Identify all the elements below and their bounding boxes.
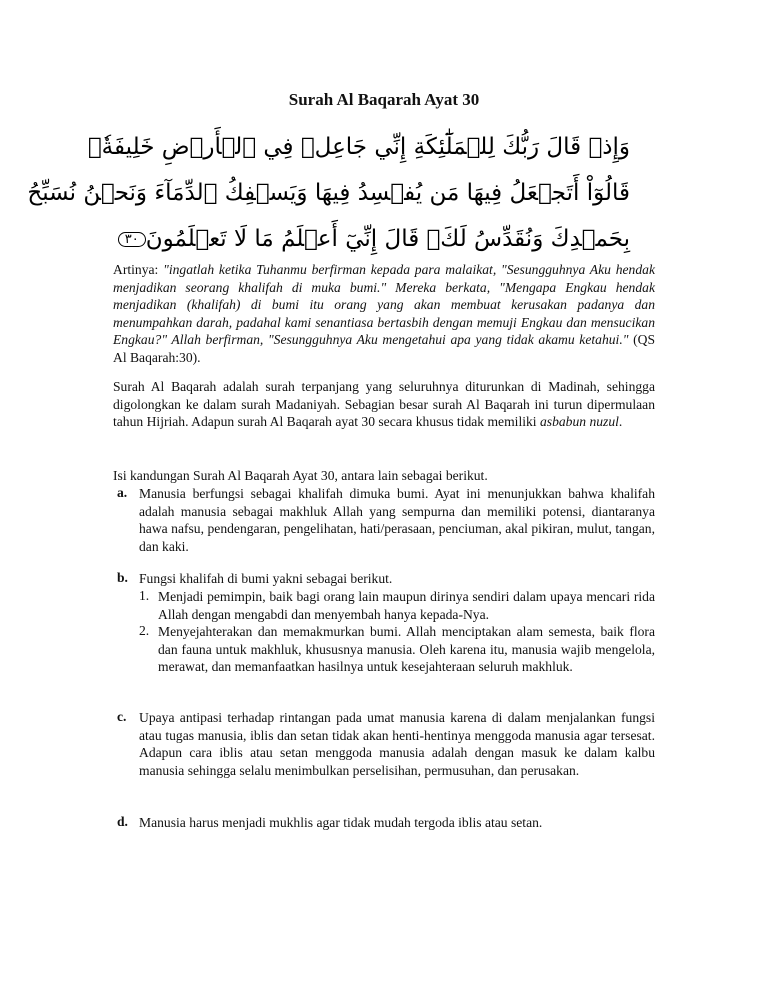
arabic-verse-line-3-text: بِحَمۡدِكَ وَنُقَدِّسُ لَكَۖ قَالَ إِنِّيٓ أَعۡلَمُ مَا لَا تَعۡلَمُونَ	[145, 226, 630, 252]
translation-paragraph	[113, 261, 655, 366]
asbabun-nuzul-term: asbabun nuzul	[539, 414, 619, 429]
point-b-sub1-text: Menjadi pemimpin, baik bagi orang lain maupun dirinya sendiri dalam upaya mencari rida Allah dengan mengabdi dan menyembah hanya kepada-Nya.	[158, 589, 655, 622]
point-d-text: Manusia harus menjadi mukhlis agar tidak mudah tergoda iblis atau setan.	[139, 815, 543, 830]
translation-citation: (QS Al Baqarah:30).	[113, 332, 655, 365]
point-a-label: a.	[117, 485, 128, 500]
translation-text: "ingatlah ketika Tuhanmu berfirman kepada para malaikat, "Sesungguhnya Aku hendak menjadikan seorang khalifah di muka bumi." Mereka berkata, "Mengapa Engkau hendak menjadikan (khalifah) di bumi itu orang yang akan membuat kerusakan padanya dan menumpahkan darah, padahal kami senantiasa bertasbih dengan memuji Engkau dan mensucikan Engkau?" Allah berfirman, "Sesungguhnya Aku mengetahui apa yang tidak akamu ketahui."	[113, 262, 655, 347]
point-b-text: Fungsi khalifah di bumi yakni sebagai berikut.	[139, 571, 393, 586]
point-d-label: d.	[117, 814, 128, 829]
point-b-label: b.	[117, 570, 128, 585]
list-intro: Isi kandungan Surah Al Baqarah Ayat 30, antara lain sebagai berikut.	[113, 468, 488, 483]
ayah-number-marker: ٣٠	[118, 232, 146, 247]
context-text: Surah Al Baqarah adalah surah terpanjang yang seluruhnya diturunkan di Madinah, sehingga digolongkan ke dalam surah Madaniyah. Sebagian besar surah Al Baqarah ini turun dipermulaan tahun Hijriah. Adapun surah Al Baqarah ayat 30 secara khusus tidak memiliki	[113, 379, 655, 429]
point-a-text: Manusia berfungsi sebagai khalifah dimuka bumi. Ayat ini menunjukkan bahwa khalifah adalah manusia sebagai makhluk Allah yang sempurna dan memiliki potensi, diantaranya hawa nafsu, pendengaran, pengelihatan, hati/perasaan, penciuman, akal pikiran, mulut, tangan, dan kaki.	[139, 486, 655, 554]
point-b-sub1-number: 1.	[139, 588, 150, 603]
context-end: .	[618, 414, 623, 429]
page-title: Surah Al Baqarah Ayat 30	[288, 90, 480, 109]
context-paragraph	[113, 378, 655, 431]
point-c-text: Upaya antipasi terhadap rintangan pada umat manusia karena di dalam menjalankan fungsi atau tugas manusia, iblis dan setan tidak akan henti-hentinya menggoda manusia agar tersesat. Adapun cara iblis atau setan menggoda manusia adalah dengan masuk ke dalam kalbu manusia sehingga selalu menimbulkan perselisihan, permusuhan, dan perusakan.	[139, 710, 655, 778]
translation-label: Artinya:	[113, 262, 159, 277]
point-b-sub2-text: Menyejahterakan dan memakmurkan bumi. Allah menciptakan alam semesta, baik flora dan fauna untuk makhluk, khususnya manusia. Oleh karena itu, manusia wajib mengelola, merawat, dan memanfaatkan hasilnya untuk kesejahteraan seluruh makhluk.	[158, 624, 655, 674]
arabic-verse-line-3	[124, 226, 630, 252]
arabic-verse-line-2: قَالُوٓاْ أَتَجۡعَلُ فِيهَا مَن يُفۡسِدُ فِيهَا وَيَسۡفِكُ ٱلدِّمَآءَ وَنَحۡنُ نُسَبِّحُ	[27, 180, 630, 206]
arabic-verse-line-1: وَإِذۡ قَالَ رَبُّكَ لِلۡمَلَٰٓئِكَةِ إِنِّي جَاعِلٞ فِي ٱلۡأَرۡضِ خَلِيفَةٗۖ	[87, 134, 630, 160]
point-c-label: c.	[117, 709, 127, 724]
point-b-sub2-number: 2.	[139, 623, 150, 638]
